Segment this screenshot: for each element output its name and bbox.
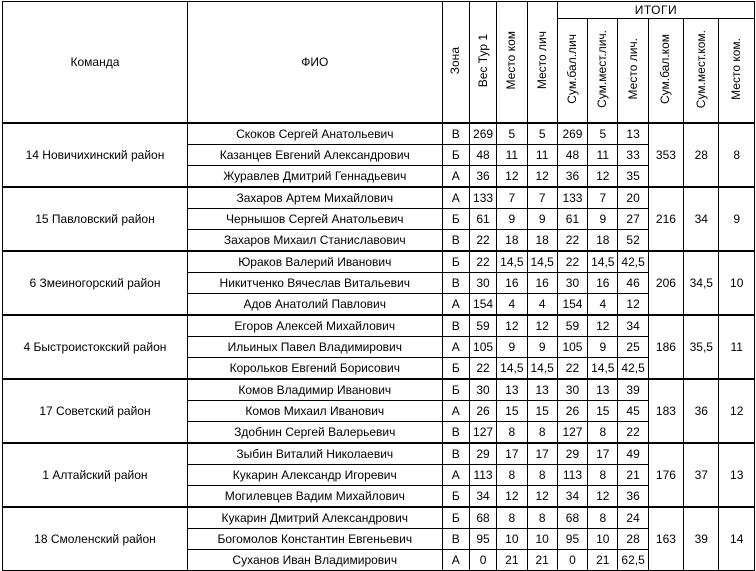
weight-cell: 48: [469, 145, 496, 166]
place-team-cell: 15: [497, 401, 527, 422]
sum-place-pers-cell: 21: [588, 550, 618, 571]
header-fio: ФИО: [187, 2, 442, 124]
sum-pts-pers-cell: 61: [557, 209, 587, 230]
weight-cell: 59: [469, 315, 496, 337]
sum-place-pers-cell: 8: [588, 465, 618, 486]
zone-cell: В: [442, 443, 469, 465]
member-fio: Богомолов Константин Евгеньевич: [187, 529, 442, 550]
header-sum-place-pers: Сум.мест.лич.: [588, 19, 618, 124]
place-team-cell: 12: [497, 166, 527, 188]
sum-pts-pers-cell: 30: [557, 379, 587, 401]
sum-place-pers-cell: 13: [588, 379, 618, 401]
sum-place-pers-cell: 5: [588, 123, 618, 145]
place-pers2-cell: 21: [618, 465, 648, 486]
weight-cell: 61: [469, 209, 496, 230]
zone-cell: Б: [442, 209, 469, 230]
place-pers-cell: 13: [527, 379, 557, 401]
member-fio: Захаров Артем Михайлович: [187, 187, 442, 209]
table-row: [3, 123, 755, 145]
weight-cell: 26: [469, 401, 496, 422]
place-pers2-cell: 52: [618, 230, 648, 252]
place-pers2-cell: 20: [618, 187, 648, 209]
sum-pts-pers-cell: 30: [557, 273, 587, 294]
weight-cell: 30: [469, 379, 496, 401]
place-pers-cell: 9: [527, 337, 557, 358]
member-fio: Никитченко Вячеслав Витальевич: [187, 273, 442, 294]
member-fio: Корольков Евгений Борисович: [187, 358, 442, 380]
place-team-cell: 12: [497, 315, 527, 337]
place-pers-cell: 10: [527, 529, 557, 550]
weight-cell: 0: [469, 550, 496, 571]
sum-pts-pers-cell: 48: [557, 145, 587, 166]
place-pers2-cell: 46: [618, 273, 648, 294]
team-sum-pts: 163: [648, 507, 683, 571]
place-pers2-cell: 12: [618, 294, 648, 316]
member-fio: Адов Анатолий Павлович: [187, 294, 442, 316]
sum-place-pers-cell: 4: [588, 294, 618, 316]
zone-cell: А: [442, 401, 469, 422]
team-name: 1 Алтайский район: [3, 443, 188, 507]
sum-pts-pers-cell: 0: [557, 550, 587, 571]
place-team-cell: 9: [497, 209, 527, 230]
team-place: 12: [719, 379, 755, 443]
zone-cell: А: [442, 550, 469, 571]
place-pers-cell: 8: [527, 507, 557, 529]
place-team-cell: 8: [497, 465, 527, 486]
place-pers2-cell: 34: [618, 315, 648, 337]
team-sum-place: 34,5: [684, 251, 719, 315]
place-pers2-cell: 25: [618, 337, 648, 358]
place-pers2-cell: 42,5: [618, 251, 648, 273]
member-fio: Чернышов Сергей Анатольевич: [187, 209, 442, 230]
place-pers2-cell: 42,5: [618, 358, 648, 380]
table-body: [3, 123, 755, 571]
member-fio: Ильиных Павел Владимирович: [187, 337, 442, 358]
team-sum-pts: 183: [648, 379, 683, 443]
sum-pts-pers-cell: 22: [557, 358, 587, 380]
header-sum-pts-team: Сум.бал.ком: [648, 19, 683, 124]
team-sum-pts: 206: [648, 251, 683, 315]
sum-place-pers-cell: 7: [588, 187, 618, 209]
sum-pts-pers-cell: 113: [557, 465, 587, 486]
place-pers-cell: 12: [527, 315, 557, 337]
sum-pts-pers-cell: 59: [557, 315, 587, 337]
weight-cell: 154: [469, 294, 496, 316]
weight-cell: 22: [469, 358, 496, 380]
place-pers2-cell: 27: [618, 209, 648, 230]
sum-place-pers-cell: 8: [588, 507, 618, 529]
member-fio: Захаров Михаил Станиславович: [187, 230, 442, 252]
place-team-cell: 17: [497, 443, 527, 465]
place-team-cell: 14,5: [497, 251, 527, 273]
zone-cell: В: [442, 273, 469, 294]
weight-cell: 34: [469, 486, 496, 508]
sum-place-pers-cell: 12: [588, 486, 618, 508]
team-name: 17 Советский район: [3, 379, 188, 443]
zone-cell: А: [442, 337, 469, 358]
place-team-cell: 18: [497, 230, 527, 252]
place-pers2-cell: 13: [618, 123, 648, 145]
zone-cell: Б: [442, 358, 469, 380]
sum-place-pers-cell: 17: [588, 443, 618, 465]
header-team: Команда: [3, 2, 188, 124]
place-pers-cell: 8: [527, 422, 557, 444]
sum-pts-pers-cell: 22: [557, 230, 587, 252]
zone-cell: В: [442, 529, 469, 550]
weight-cell: 133: [469, 187, 496, 209]
weight-cell: 30: [469, 273, 496, 294]
place-team-cell: 13: [497, 379, 527, 401]
team-place: 13: [719, 443, 755, 507]
member-fio: Могилевцев Вадим Михайлович: [187, 486, 442, 508]
sum-pts-pers-cell: 36: [557, 166, 587, 188]
team-name: 6 Змеиногорский район: [3, 251, 188, 315]
team-place: 14: [719, 507, 755, 571]
zone-cell: Б: [442, 379, 469, 401]
place-pers-cell: 14,5: [527, 251, 557, 273]
sum-place-pers-cell: 12: [588, 166, 618, 188]
place-team-cell: 14,5: [497, 358, 527, 380]
sum-place-pers-cell: 18: [588, 230, 618, 252]
place-pers-cell: 11: [527, 145, 557, 166]
table-row: [3, 443, 755, 465]
place-team-cell: 21: [497, 550, 527, 571]
zone-cell: В: [442, 315, 469, 337]
place-pers-cell: 4: [527, 294, 557, 316]
team-name: 14 Новичихинский район: [3, 123, 188, 187]
zone-cell: В: [442, 230, 469, 252]
zone-cell: Б: [442, 251, 469, 273]
weight-cell: 22: [469, 251, 496, 273]
sum-pts-pers-cell: 133: [557, 187, 587, 209]
place-pers2-cell: 35: [618, 166, 648, 188]
team-sum-place: 36: [684, 379, 719, 443]
place-pers2-cell: 62,5: [618, 550, 648, 571]
place-pers2-cell: 22: [618, 422, 648, 444]
place-team-cell: 12: [497, 486, 527, 508]
sum-pts-pers-cell: 68: [557, 507, 587, 529]
sum-pts-pers-cell: 22: [557, 251, 587, 273]
zone-cell: Б: [442, 486, 469, 508]
table-row: [3, 251, 755, 273]
place-pers-cell: 18: [527, 230, 557, 252]
place-pers-cell: 16: [527, 273, 557, 294]
team-name: 18 Смоленский район: [3, 507, 188, 571]
weight-cell: 68: [469, 507, 496, 529]
sum-place-pers-cell: 15: [588, 401, 618, 422]
place-pers-cell: 12: [527, 486, 557, 508]
place-pers2-cell: 45: [618, 401, 648, 422]
member-fio: Скоков Сергей Анатольевич: [187, 123, 442, 145]
zone-cell: В: [442, 123, 469, 145]
sum-pts-pers-cell: 127: [557, 422, 587, 444]
place-pers2-cell: 36: [618, 486, 648, 508]
place-pers-cell: 17: [527, 443, 557, 465]
weight-cell: 127: [469, 422, 496, 444]
team-place: 11: [719, 315, 755, 379]
place-team-cell: 5: [497, 123, 527, 145]
sum-pts-pers-cell: 26: [557, 401, 587, 422]
sum-pts-pers-cell: 29: [557, 443, 587, 465]
sum-place-pers-cell: 16: [588, 273, 618, 294]
header-zone: Зона: [442, 2, 469, 124]
sum-pts-pers-cell: 269: [557, 123, 587, 145]
table-row: [3, 379, 755, 401]
team-sum-pts: 216: [648, 187, 683, 251]
place-team-cell: 10: [497, 529, 527, 550]
zone-cell: А: [442, 187, 469, 209]
header-weight: Вес Тур 1: [469, 2, 496, 124]
zone-cell: В: [442, 422, 469, 444]
member-fio: Егоров Алексей Михайлович: [187, 315, 442, 337]
team-sum-place: 39: [684, 507, 719, 571]
sum-place-pers-cell: 9: [588, 337, 618, 358]
team-name: 15 Павловский район: [3, 187, 188, 251]
weight-cell: 105: [469, 337, 496, 358]
sum-place-pers-cell: 14,5: [588, 358, 618, 380]
team-sum-pts: 176: [648, 443, 683, 507]
header-place-pers2: Место лич.: [618, 19, 648, 124]
header-sum-pts-pers: Сум.бал.лич: [557, 19, 587, 124]
header-itogi: ИТОГИ: [557, 2, 754, 19]
header-place-team: Место ком: [497, 2, 527, 124]
place-team-cell: 16: [497, 273, 527, 294]
place-pers-cell: 5: [527, 123, 557, 145]
place-team-cell: 7: [497, 187, 527, 209]
weight-cell: 36: [469, 166, 496, 188]
place-pers-cell: 14,5: [527, 358, 557, 380]
member-fio: Суханов Иван Владимирович: [187, 550, 442, 571]
place-pers2-cell: 28: [618, 529, 648, 550]
header-place-team2: Место ком.: [719, 19, 755, 124]
place-team-cell: 4: [497, 294, 527, 316]
place-pers-cell: 12: [527, 166, 557, 188]
zone-cell: Б: [442, 507, 469, 529]
table-row: [3, 187, 755, 209]
team-name: 4 Быстроистокский район: [3, 315, 188, 379]
team-sum-place: 35,5: [684, 315, 719, 379]
place-pers-cell: 21: [527, 550, 557, 571]
table-header: [3, 2, 755, 124]
zone-cell: А: [442, 465, 469, 486]
place-pers-cell: 8: [527, 465, 557, 486]
team-sum-place: 37: [684, 443, 719, 507]
team-sum-pts: 186: [648, 315, 683, 379]
sum-pts-pers-cell: 95: [557, 529, 587, 550]
weight-cell: 22: [469, 230, 496, 252]
place-pers-cell: 9: [527, 209, 557, 230]
place-pers-cell: 7: [527, 187, 557, 209]
member-fio: Юраков Валерий Иванович: [187, 251, 442, 273]
sum-pts-pers-cell: 154: [557, 294, 587, 316]
header-sum-place-team: Сум.мест.ком.: [684, 19, 719, 124]
sum-place-pers-cell: 11: [588, 145, 618, 166]
team-place: 9: [719, 187, 755, 251]
member-fio: Комов Михаил Иванович: [187, 401, 442, 422]
table-row: [3, 315, 755, 337]
results-table: [2, 1, 755, 571]
member-fio: Кукарин Александр Игоревич: [187, 465, 442, 486]
place-pers-cell: 15: [527, 401, 557, 422]
sum-pts-pers-cell: 34: [557, 486, 587, 508]
member-fio: Комов Владимир Иванович: [187, 379, 442, 401]
place-pers2-cell: 39: [618, 379, 648, 401]
team-sum-pts: 353: [648, 123, 683, 187]
place-team-cell: 8: [497, 507, 527, 529]
sum-place-pers-cell: 10: [588, 529, 618, 550]
place-team-cell: 8: [497, 422, 527, 444]
member-fio: Кукарин Дмитрий Александрович: [187, 507, 442, 529]
sum-place-pers-cell: 12: [588, 315, 618, 337]
zone-cell: Б: [442, 145, 469, 166]
weight-cell: 29: [469, 443, 496, 465]
header-place-pers: Место лич: [527, 2, 557, 124]
sum-pts-pers-cell: 105: [557, 337, 587, 358]
weight-cell: 95: [469, 529, 496, 550]
zone-cell: А: [442, 166, 469, 188]
table-row: [3, 507, 755, 529]
member-fio: Казанцев Евгений Александрович: [187, 145, 442, 166]
zone-cell: А: [442, 294, 469, 316]
sum-place-pers-cell: 8: [588, 422, 618, 444]
team-place: 10: [719, 251, 755, 315]
member-fio: Зыбин Виталий Николаевич: [187, 443, 442, 465]
place-team-cell: 11: [497, 145, 527, 166]
sum-place-pers-cell: 14,5: [588, 251, 618, 273]
weight-cell: 269: [469, 123, 496, 145]
place-pers2-cell: 33: [618, 145, 648, 166]
member-fio: Журавлев Дмитрий Геннадьевич: [187, 166, 442, 188]
team-sum-place: 34: [684, 187, 719, 251]
member-fio: Здобнин Сергей Валерьевич: [187, 422, 442, 444]
place-team-cell: 9: [497, 337, 527, 358]
sum-place-pers-cell: 9: [588, 209, 618, 230]
team-place: 8: [719, 123, 755, 187]
place-pers2-cell: 24: [618, 507, 648, 529]
weight-cell: 113: [469, 465, 496, 486]
team-sum-place: 28: [684, 123, 719, 187]
place-pers2-cell: 49: [618, 443, 648, 465]
